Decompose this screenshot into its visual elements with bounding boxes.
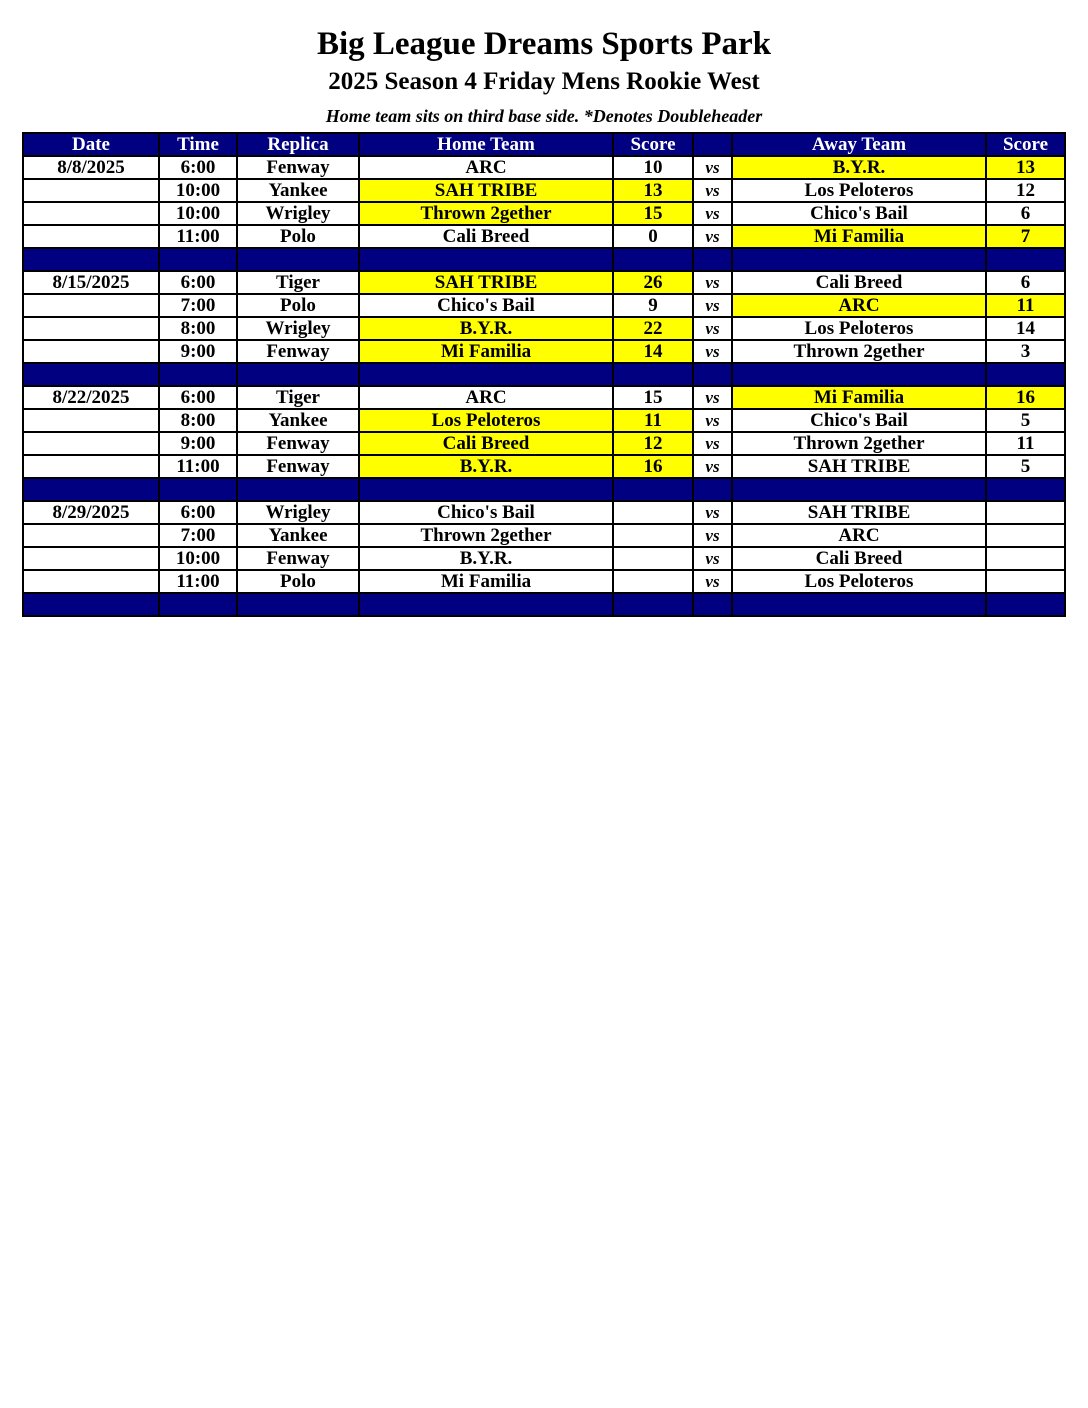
away-team-cell: B.Y.R. <box>732 156 986 179</box>
away-score-cell <box>986 547 1065 570</box>
separator-cell <box>159 478 237 501</box>
time-cell: 9:00 <box>159 432 237 455</box>
replica-cell: Tiger <box>237 271 359 294</box>
separator-cell <box>732 593 986 616</box>
separator-cell <box>237 478 359 501</box>
separator-cell <box>986 248 1065 271</box>
table-row <box>23 432 1065 455</box>
separator-cell <box>613 248 693 271</box>
date-cell <box>23 340 159 363</box>
column-header-time: Time <box>159 133 237 156</box>
away-team-cell: ARC <box>732 524 986 547</box>
replica-cell: Fenway <box>237 340 359 363</box>
home-team-cell: Mi Familia <box>359 340 613 363</box>
home-team-cell: Thrown 2gether <box>359 524 613 547</box>
table-row <box>23 455 1065 478</box>
away-team-cell: Mi Familia <box>732 225 986 248</box>
home-score-cell <box>613 524 693 547</box>
page-title: Big League Dreams Sports Park <box>316 26 772 62</box>
separator-cell <box>613 593 693 616</box>
date-cell <box>23 455 159 478</box>
away-score-cell: 14 <box>986 317 1065 340</box>
replica-cell: Fenway <box>237 547 359 570</box>
table-header-row <box>23 133 1065 156</box>
vs-cell: vs <box>693 524 732 547</box>
week-separator-row <box>23 478 1065 501</box>
column-header-vs <box>693 133 732 156</box>
vs-cell: vs <box>693 156 732 179</box>
separator-cell <box>986 478 1065 501</box>
separator-cell <box>613 363 693 386</box>
vs-cell: vs <box>693 547 732 570</box>
date-cell: 8/22/2025 <box>23 386 159 409</box>
time-cell: 8:00 <box>159 409 237 432</box>
away-score-cell: 13 <box>986 156 1065 179</box>
home-team-cell: Los Peloteros <box>359 409 613 432</box>
separator-cell <box>986 593 1065 616</box>
date-cell <box>23 179 159 202</box>
separator-cell <box>732 478 986 501</box>
table-row <box>23 340 1065 363</box>
column-header-away-score: Score <box>986 133 1065 156</box>
away-team-cell: SAH TRIBE <box>732 501 986 524</box>
replica-cell: Polo <box>237 294 359 317</box>
column-header-home-team: Home Team <box>359 133 613 156</box>
time-cell: 10:00 <box>159 202 237 225</box>
column-header-home-score: Score <box>613 133 693 156</box>
table-row <box>23 501 1065 524</box>
vs-cell: vs <box>693 386 732 409</box>
separator-cell <box>159 248 237 271</box>
week-separator-row <box>23 363 1065 386</box>
date-cell <box>23 317 159 340</box>
home-score-cell <box>613 570 693 593</box>
home-team-cell: B.Y.R. <box>359 547 613 570</box>
home-team-cell: SAH TRIBE <box>359 179 613 202</box>
vs-cell: vs <box>693 409 732 432</box>
away-score-cell: 6 <box>986 202 1065 225</box>
column-header-away-team: Away Team <box>732 133 986 156</box>
home-score-cell <box>613 547 693 570</box>
vs-cell: vs <box>693 294 732 317</box>
schedule-body <box>23 156 1065 616</box>
table-row <box>23 179 1065 202</box>
home-score-cell: 9 <box>613 294 693 317</box>
home-team-cell: ARC <box>359 156 613 179</box>
time-cell: 9:00 <box>159 340 237 363</box>
date-cell <box>23 202 159 225</box>
vs-cell: vs <box>693 340 732 363</box>
time-cell: 8:00 <box>159 317 237 340</box>
separator-cell <box>359 478 613 501</box>
schedule-table <box>22 132 1066 617</box>
column-header-replica: Replica <box>237 133 359 156</box>
away-team-cell: Los Peloteros <box>732 179 986 202</box>
time-cell: 7:00 <box>159 294 237 317</box>
home-team-cell: Chico's Bail <box>359 501 613 524</box>
date-cell <box>23 432 159 455</box>
separator-cell <box>23 593 159 616</box>
date-cell <box>23 409 159 432</box>
away-team-cell: SAH TRIBE <box>732 455 986 478</box>
separator-cell <box>732 363 986 386</box>
table-row <box>23 570 1065 593</box>
table-row <box>23 547 1065 570</box>
table-row <box>23 409 1065 432</box>
away-team-cell: Thrown 2gether <box>732 432 986 455</box>
vs-cell: vs <box>693 317 732 340</box>
home-score-cell: 15 <box>613 202 693 225</box>
away-team-cell: Mi Familia <box>732 386 986 409</box>
separator-cell <box>693 248 732 271</box>
away-score-cell: 16 <box>986 386 1065 409</box>
home-score-cell: 22 <box>613 317 693 340</box>
replica-cell: Wrigley <box>237 202 359 225</box>
away-team-cell: Cali Breed <box>732 547 986 570</box>
separator-cell <box>237 248 359 271</box>
replica-cell: Fenway <box>237 156 359 179</box>
home-team-cell: Cali Breed <box>359 225 613 248</box>
separator-cell <box>986 363 1065 386</box>
away-score-cell <box>986 501 1065 524</box>
away-team-cell: Cali Breed <box>732 271 986 294</box>
home-team-cell: Cali Breed <box>359 432 613 455</box>
time-cell: 6:00 <box>159 501 237 524</box>
date-cell <box>23 570 159 593</box>
time-cell: 6:00 <box>159 271 237 294</box>
separator-cell <box>159 363 237 386</box>
away-score-cell: 5 <box>986 455 1065 478</box>
replica-cell: Polo <box>237 570 359 593</box>
separator-cell <box>237 363 359 386</box>
replica-cell: Wrigley <box>237 317 359 340</box>
table-row <box>23 524 1065 547</box>
time-cell: 11:00 <box>159 455 237 478</box>
vs-cell: vs <box>693 570 732 593</box>
week-separator-row <box>23 593 1065 616</box>
separator-cell <box>359 248 613 271</box>
table-row <box>23 202 1065 225</box>
time-cell: 6:00 <box>159 386 237 409</box>
vs-cell: vs <box>693 202 732 225</box>
time-cell: 11:00 <box>159 225 237 248</box>
home-score-cell: 10 <box>613 156 693 179</box>
replica-cell: Yankee <box>237 179 359 202</box>
time-cell: 7:00 <box>159 524 237 547</box>
table-row <box>23 386 1065 409</box>
separator-cell <box>693 593 732 616</box>
date-cell <box>23 547 159 570</box>
separator-cell <box>359 363 613 386</box>
away-score-cell: 6 <box>986 271 1065 294</box>
time-cell: 10:00 <box>159 179 237 202</box>
time-cell: 11:00 <box>159 570 237 593</box>
away-score-cell <box>986 570 1065 593</box>
home-team-cell: B.Y.R. <box>359 455 613 478</box>
vs-cell: vs <box>693 225 732 248</box>
home-team-cell: Thrown 2gether <box>359 202 613 225</box>
time-cell: 10:00 <box>159 547 237 570</box>
separator-cell <box>693 478 732 501</box>
away-score-cell: 3 <box>986 340 1065 363</box>
separator-cell <box>23 478 159 501</box>
week-separator-row <box>23 248 1065 271</box>
home-team-cell: ARC <box>359 386 613 409</box>
replica-cell: Fenway <box>237 432 359 455</box>
away-team-cell: Chico's Bail <box>732 202 986 225</box>
home-score-cell: 15 <box>613 386 693 409</box>
date-cell: 8/15/2025 <box>23 271 159 294</box>
date-cell <box>23 524 159 547</box>
table-row <box>23 156 1065 179</box>
vs-cell: vs <box>693 179 732 202</box>
separator-cell <box>693 363 732 386</box>
vs-cell: vs <box>693 271 732 294</box>
away-score-cell: 7 <box>986 225 1065 248</box>
home-team-cell: Chico's Bail <box>359 294 613 317</box>
vs-cell: vs <box>693 432 732 455</box>
separator-cell <box>159 593 237 616</box>
home-team-cell: SAH TRIBE <box>359 271 613 294</box>
away-team-cell: Los Peloteros <box>732 570 986 593</box>
separator-cell <box>613 478 693 501</box>
away-team-cell: Thrown 2gether <box>732 340 986 363</box>
page-note: Home team sits on third base side. *Denotes Doubleheader <box>325 106 763 126</box>
away-score-cell: 12 <box>986 179 1065 202</box>
home-score-cell <box>613 501 693 524</box>
away-team-cell: ARC <box>732 294 986 317</box>
away-score-cell <box>986 524 1065 547</box>
separator-cell <box>23 248 159 271</box>
table-row <box>23 225 1065 248</box>
separator-cell <box>732 248 986 271</box>
table-row <box>23 294 1065 317</box>
home-team-cell: B.Y.R. <box>359 317 613 340</box>
home-score-cell: 0 <box>613 225 693 248</box>
date-cell <box>23 225 159 248</box>
table-row <box>23 317 1065 340</box>
table-row <box>23 271 1065 294</box>
date-cell <box>23 294 159 317</box>
home-score-cell: 12 <box>613 432 693 455</box>
replica-cell: Fenway <box>237 455 359 478</box>
home-team-cell: Mi Familia <box>359 570 613 593</box>
separator-cell <box>359 593 613 616</box>
away-score-cell: 11 <box>986 432 1065 455</box>
replica-cell: Wrigley <box>237 501 359 524</box>
home-score-cell: 13 <box>613 179 693 202</box>
page-subtitle: 2025 Season 4 Friday Mens Rookie West <box>328 68 760 95</box>
replica-cell: Tiger <box>237 386 359 409</box>
separator-cell <box>23 363 159 386</box>
away-team-cell: Los Peloteros <box>732 317 986 340</box>
away-team-cell: Chico's Bail <box>732 409 986 432</box>
replica-cell: Polo <box>237 225 359 248</box>
home-score-cell: 11 <box>613 409 693 432</box>
vs-cell: vs <box>693 501 732 524</box>
time-cell: 6:00 <box>159 156 237 179</box>
date-cell: 8/29/2025 <box>23 501 159 524</box>
home-score-cell: 14 <box>613 340 693 363</box>
home-score-cell: 16 <box>613 455 693 478</box>
date-cell: 8/8/2025 <box>23 156 159 179</box>
replica-cell: Yankee <box>237 409 359 432</box>
column-header-date: Date <box>23 133 159 156</box>
away-score-cell: 11 <box>986 294 1065 317</box>
away-score-cell: 5 <box>986 409 1065 432</box>
replica-cell: Yankee <box>237 524 359 547</box>
vs-cell: vs <box>693 455 732 478</box>
home-score-cell: 26 <box>613 271 693 294</box>
separator-cell <box>237 593 359 616</box>
